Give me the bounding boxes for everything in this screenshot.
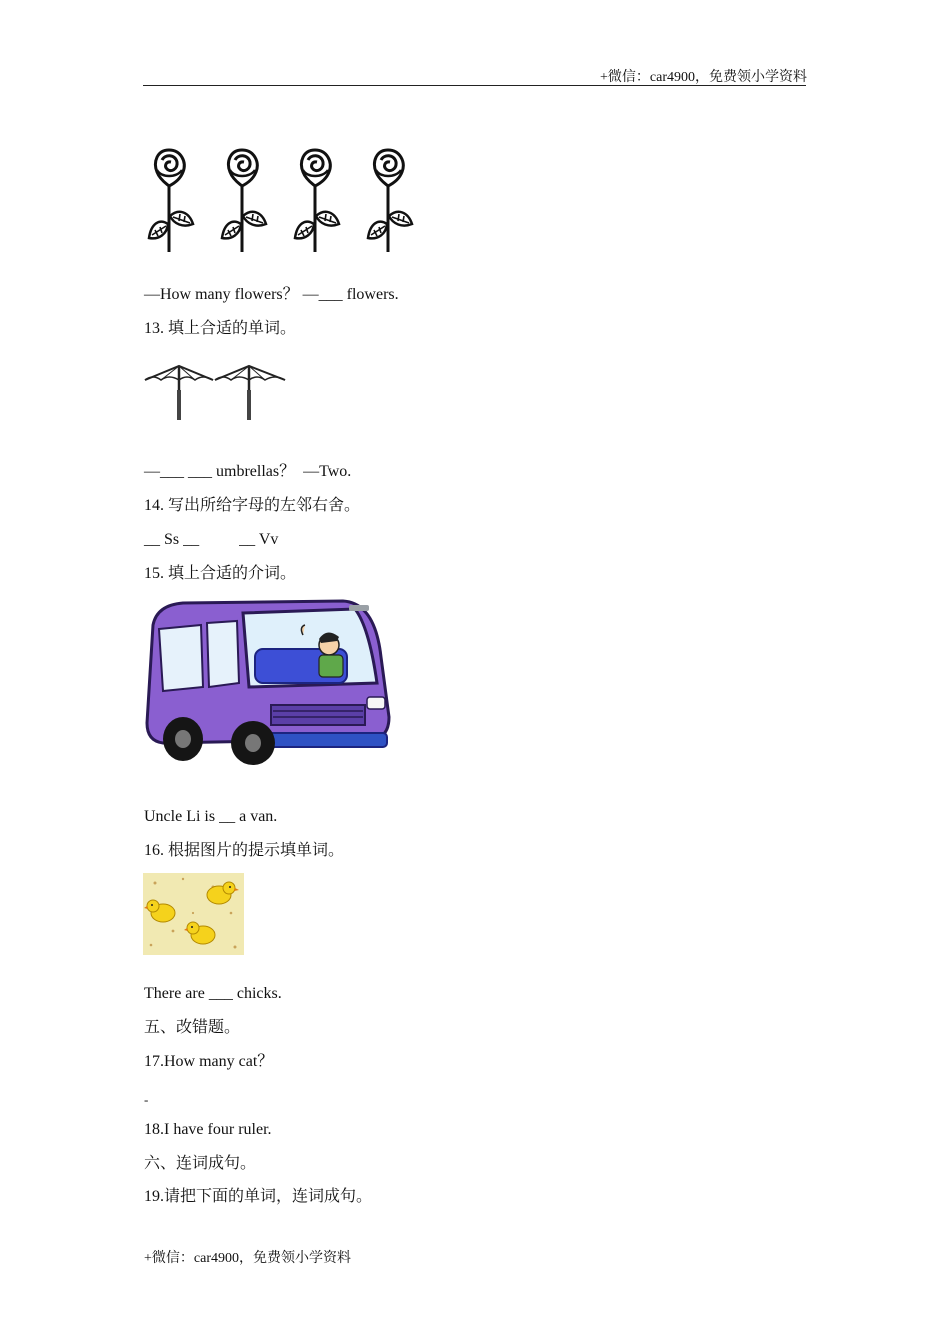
page-footer: +微信：car4900，免费领小学资料 — [144, 1251, 351, 1266]
q14-title: 14. 写出所给字母的左邻右舍。 — [144, 497, 361, 514]
q13-title: 13. 填上合适的单词。 — [144, 320, 297, 337]
rose-3 — [295, 150, 339, 252]
q15-title: 15. 填上合适的介词。 — [144, 565, 297, 582]
three-chicks-image — [143, 873, 244, 955]
header-divider — [143, 85, 806, 86]
umbrella-1 — [145, 366, 213, 420]
q19-instruction: 19.请把下面的单词，连词成句。 — [144, 1188, 373, 1205]
rose-1 — [149, 150, 193, 252]
q15-answer-line: Uncle Li is __ a van. — [144, 808, 278, 825]
purple-van-image — [143, 597, 391, 769]
section-5-title: 五、改错题。 — [144, 1019, 241, 1036]
page-header: +微信：car4900，免费领小学资料 — [600, 70, 807, 85]
four-roses-image — [143, 140, 443, 255]
q14-answer-line: __ Ss __ __ Vv — [144, 531, 279, 548]
q16-title: 16. 根据图片的提示填单词。 — [144, 842, 345, 859]
q17-answer-dash: - — [144, 1092, 149, 1107]
q16-answer-line: There are ___ chicks. — [144, 985, 282, 1002]
rose-2 — [222, 150, 266, 252]
umbrella-2 — [215, 366, 285, 420]
q13-answer-line: —___ ___ umbrellas？ —Two. — [144, 463, 352, 480]
section-6-title: 六、连词成句。 — [144, 1155, 257, 1172]
q17-sentence: 17.How many cat？ — [144, 1053, 274, 1070]
rose-4 — [368, 150, 412, 252]
two-umbrellas-image — [143, 360, 293, 426]
q12-answer-line: —How many flowers？ —___ flowers. — [144, 286, 399, 303]
q18-sentence: 18.I have four ruler. — [144, 1121, 272, 1138]
